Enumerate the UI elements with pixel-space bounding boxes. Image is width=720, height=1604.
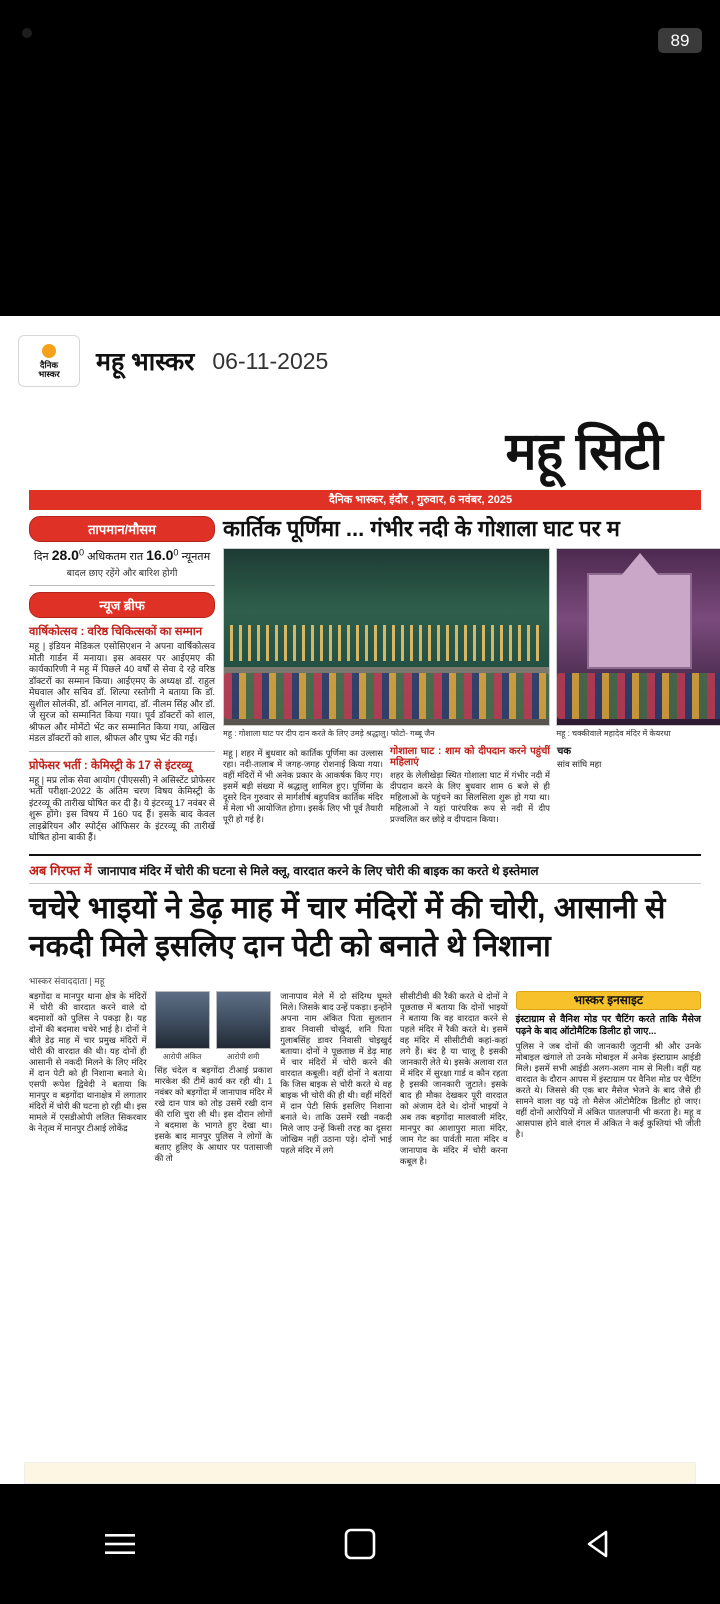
photo-ghat (223, 548, 550, 726)
top-columns (24, 510, 720, 844)
band-subtitle: जानापाव मंदिर में चोरी की घटना से मिले क्लू, वारदात करने के लिए चोरी की बाइक का करते थे इस्तेमाल (97, 863, 539, 878)
story-col-4: सीसीटीवी की रैकी करते थे दोनों ने पूछताछ में बताया कि दोनों भाइयों ने बताया कि वह वारदात करने से पहले मंदिर में रैकी करते थे। इसमें वह मंदिर में सीसीटीवी कहां-कहां लगे हैं। बंद है या चालू है इसकी जानकारी लेते थे। इसके अलावा रात में मंदिर में सुरक्षा गार्ड व कौन रहता है इसकी जानकारी जुटाते। इसके बाद ही मौका देखकर पूरी वारदात को अंजाम देते थे। दोनों भाइयों ने अब तक बड़गोंदा मालवाली मंदिर, मानपुर का आशापुरा माता मंदिर, जाम गेट का पार्वती माता मंदिर व जानापाव के मंदिर में चोरी करना कबूल है। (399, 990, 508, 1166)
lead-col-2 (390, 746, 550, 825)
band-tag: अब गिरफ्त में (29, 862, 92, 878)
lead-col-2-body: शहर के लेलीखेड़ा स्थित गोशाला घाट में गंभीर नदी में दीपदान करने के लिए बुधवार शाम 6 बजे से ही महिलाओं के पहुंचने का सिलसिला शुरू हो गया था। महिलाओं ने यहां पारंपरिक रूप से नदी में दीप प्रज्वलित कर छोड़े व दीपदान किया। (390, 770, 550, 824)
lead-col-1-body: महू | शहर में बुधवार को कार्तिक पूर्णिमा का उल्लास रहा। नदी-तालाब में जगह-जगह रोशनाई किया गया। वहीं मंदिरों में भी अनेक प्रकार के आकर्षक किए गए। इसमें बड़ी संख्या में श्रद्धालु शामिल हुए। पूर्णिमा के दूसरे दिन गुरुवार से मार्गशीर्ष बहुपवित्र कार्तिक मंदिर में मेला भी आयोजित होगा। इसके लिए भी पूर्व तैयारी पूरी हो गई है। (223, 748, 383, 824)
brief-2-title: प्रोफेसर भर्ती : केमिस्ट्री के 17 से इंटरव्यू (29, 759, 192, 772)
page-footer-strip (24, 1462, 696, 1484)
mugshot-2 (216, 991, 271, 1062)
weather-temps: दिन 28.0$^0$ अधिकतम रात 16.0$^0$ न्यूनतम (33, 547, 211, 563)
night-sub: न्यूनतम (181, 551, 211, 563)
lead-story[interactable] (223, 516, 720, 844)
lead-col-3-title: चक (557, 746, 572, 757)
epaper-page (0, 316, 720, 1484)
temple-structure (587, 573, 692, 669)
lead-photos (223, 548, 720, 726)
story-col-1: बड़गोंदा व मानपुर थाना क्षेत्र के मंदिरों में चोरी की वारदात करने वाले दो बदमाशों को पुलिस ने पकड़ा है। यह दोनों की बदमाश चचेरे भाई है। दोनों ने बीते डेढ़ माह में चार प्रमुख मंदिरों में चोरी की वारदात की थी। यह दोनों ही आसानी से नकदी मिलने के लिए मंदिर में दान पेटी को ही निशाना बनाते थे। एसपी रूपेश द्विवेदी ने बताया कि मानपुर व बड़गोंदा थानाक्षेत्र में लगातार मंदिरों में चोरी की घटना हो रही थी। इस मामले में एसडीओपी ललित सिकरवार के नेतृत्व में मानपुर टीआई लोकेंद्र (29, 990, 147, 1133)
crowd (224, 673, 549, 719)
date-strip-text: दैनिक भास्कर, इंदौर , गुरुवार, 6 नवंबर, 2025 (329, 494, 513, 506)
camera-dot-icon (22, 28, 32, 38)
weather-pill: तापमान/मौसम (29, 516, 215, 542)
logo-line1: दैनिक (40, 359, 58, 370)
brief-1-body: महू | इंडियन मेडिकल एसोसिएशन ने अपना वार्षिकोत्सव मोती गार्डन में मनाया। इस अवसर पर आईएमए की कार्यकारिणी ने महू में पिछले 40 वर्षों से सेवा दे रहे वरिष्ठ डॉक्टरों का सम्मान किया। आईएमए के अध्यक्ष डॉ. राहुल मेघवाल और सचिव डॉ. शिल्पा रस्तोगी ने बताया कि डॉ. सुशील सोलंकी, डॉ. अनिल नागदा, डॉ. नीलम सिंह और डॉ. जे सुरज को सम्मानित किया गया। पूर्व डॉक्टरों को शाल, श्रीफल और मोमेंटो भेंट कर सम्मानित किया गया, अखिल मंडल डॉक्टरों को शाल, श्रीफल और पुष्प भेंट की गई। (29, 641, 215, 743)
logo-line2: भास्कर (38, 368, 60, 379)
divider (29, 751, 215, 752)
day-label: दिन (33, 551, 49, 563)
story-col-2: सिंह चंदेल व बड़गोंदा टीआई प्रकाश मारकेश की टीमें कार्य कर रही थी। 1 नवंबर को बड़गोंदा में जानापाव मंदिर में रखे दान पात्र को तोड़ उसमें रखी दान की राशि चुरा ली थी। इस दौरान लोगों ने बदमाश के भागते हुए देखा था। इसके बाद मानपुर पुलिस ने लोगों के बताए हुलिए के आधार पर पतासाजी की तो (154, 1064, 273, 1163)
mugshot-1 (155, 991, 210, 1062)
app-header (0, 316, 720, 406)
mugshot-1-photo (155, 991, 210, 1049)
caption-side: महू : चक्कीवाले महादेव मंदिर में केयरधा (556, 729, 671, 738)
divider (29, 585, 215, 586)
recents-icon (103, 1531, 137, 1557)
back-button[interactable] (540, 1514, 660, 1574)
system-nav-bar (0, 1484, 720, 1604)
insight-pill: भास्कर इनसाइट (516, 991, 701, 1010)
back-icon (585, 1529, 615, 1559)
night-label: रात (129, 551, 144, 563)
status-bar (0, 0, 720, 316)
night-value: 16.0 (146, 547, 174, 563)
story-col-3: जानापाव मेले में दो संदिग्ध घूमते मिले। जिसके बाद उन्हें पकड़ा। इन्होंने अपना नाम अंकित पिता सुलतान डावर निवासी चोखुर्द, शनि पिता गुलाबसिंह डावर निवासी चोइखुर्द बताया। दोनों ने पूछताछ में डेढ़ माह में चार मंदिरों में चोरी करने की वारदात कबूली। वहीं दोनों ने बताया कि जिस बाइक से चोरी करते थे वह बाइक भी चोरी की ही थी। वहीं मंदिरों में दान पेटी सिर्फ इसलिए निशाना बनाते थे। ताकि उसमें रखी नकदी मिले जाए उन्हें किसी तरह का दूसरा जोखिम नहीं उठाना पड़े। दोनों भाई पहले मंदिर में लगे (280, 990, 392, 1155)
lead-col-3 (557, 746, 677, 825)
mugshots (155, 991, 273, 1062)
day-sub: अधिकतम (87, 551, 127, 563)
insight-box (516, 991, 701, 1167)
byline: भास्कर संवाददाता | महू (29, 975, 105, 986)
story-col-2-wrap (155, 991, 273, 1167)
lead-col-3-body: सांव सांघि महा (557, 759, 602, 769)
brief-2-body: महू | मप्र लोक सेवा आयोग (पीएससी) ने असिस्टेंट प्रोफेसर भर्ती परीक्षा-2022 के अंतिम चरण विषय केमिस्ट्री के इंटरव्यू की तारीख घोषित कर दी है। ये इंटरव्यू 17 नवंबर से शुरू होंगे। इस विषय में 160 पद हैं। इसके बाद केवल लाइब्रेरियन और स्पोर्ट्स ऑफिसर के इंटरव्यू की तारीखें घोषित होना बाकी हैं। (29, 774, 216, 842)
edition-date: 06-11-2025 (212, 347, 329, 374)
sun-icon (42, 344, 56, 358)
home-icon (344, 1528, 376, 1560)
caption-main: महू : गोशाला घाट पर दीप दान करते के लिए उमड़े श्रद्धालु। फोटो- गब्बू जैन (223, 729, 435, 738)
insight-body: पुलिस ने जब दोनों की जानकारी जुटानी श्री और उनके मोबाइल खंगाले तो उनके मोबाइल में अनेक इंस्टाग्राम आईडी मिले। इसमें सभी आईडी अलग-अलग नाम से मिली। वहीं यह वारदात के दौरान आपस में इंस्टाग्राम पर वैनिश मोड पर चैटिंग करते थे। जिससे की एक बार मैसेज भेजने के बाद जैसे ही सामने वाला वह पढ़े तो मैसेज ऑटोमैटिक डिलीट हो जाए। वहीं दोनों आरोपियों में अंकित पातलपानी भी करता है। महू व आसपास होने वाले दंगल में अंकित ने कई कुश्तियां भी जीती है। (515, 1040, 701, 1139)
home-button[interactable] (300, 1514, 420, 1574)
bhaskar-logo (18, 335, 80, 387)
brief-1-title: वार्षिकोत्सव : वरिष्ठ चिकित्सकों का सम्मान (29, 626, 203, 638)
second-lead-headline: चचेरे भाइयों ने डेढ़ माह में चार मंदिरों में की चोरी, आसानी से नकदी मिले इसलिए दान पेटी को बनाते थे निशाना (29, 891, 666, 963)
date-strip (29, 490, 701, 510)
mugshot-2-name: आरोपी शमी (226, 1051, 260, 1061)
battery-badge: 89 (658, 28, 702, 53)
weather-forecast: बादल छाए रहेंगे और बारिश होगी (66, 568, 178, 579)
day-value: 28.0 (51, 547, 79, 563)
masthead: महू सिटी (505, 423, 662, 481)
second-lead-band (29, 854, 701, 884)
crowd (557, 673, 720, 719)
edition-title: महू भास्कर (96, 348, 195, 376)
diya-lights (230, 625, 543, 661)
mugshot-1-name: आरोपी अंकित (162, 1051, 202, 1061)
recents-button[interactable] (60, 1514, 180, 1574)
newspaper-sheet[interactable] (24, 422, 720, 1167)
lead-col-2-title: गोशाला घाट : शाम को दीपदान करने पहुंचीं महिलाएं (390, 746, 550, 768)
news-brief-pill: न्यूज ब्रीफ (29, 592, 215, 618)
insight-headline: इंस्टाग्राम से वैनिश मोड पर चैटिंग करते ताकि मैसेज पढ़ने के बाद ऑटोमैटिक डिलीट हो जाए... (515, 1013, 701, 1037)
left-column (29, 516, 215, 844)
photo-temple (556, 548, 720, 726)
mugshot-2-photo (216, 991, 271, 1049)
lead-headline: कार्तिक पूर्णिमा ... गंभीर नदी के गोशाला घाट पर म (223, 516, 620, 541)
lead-body-columns (223, 746, 720, 825)
lead-col-1 (223, 746, 383, 825)
second-lead-columns (29, 991, 701, 1167)
